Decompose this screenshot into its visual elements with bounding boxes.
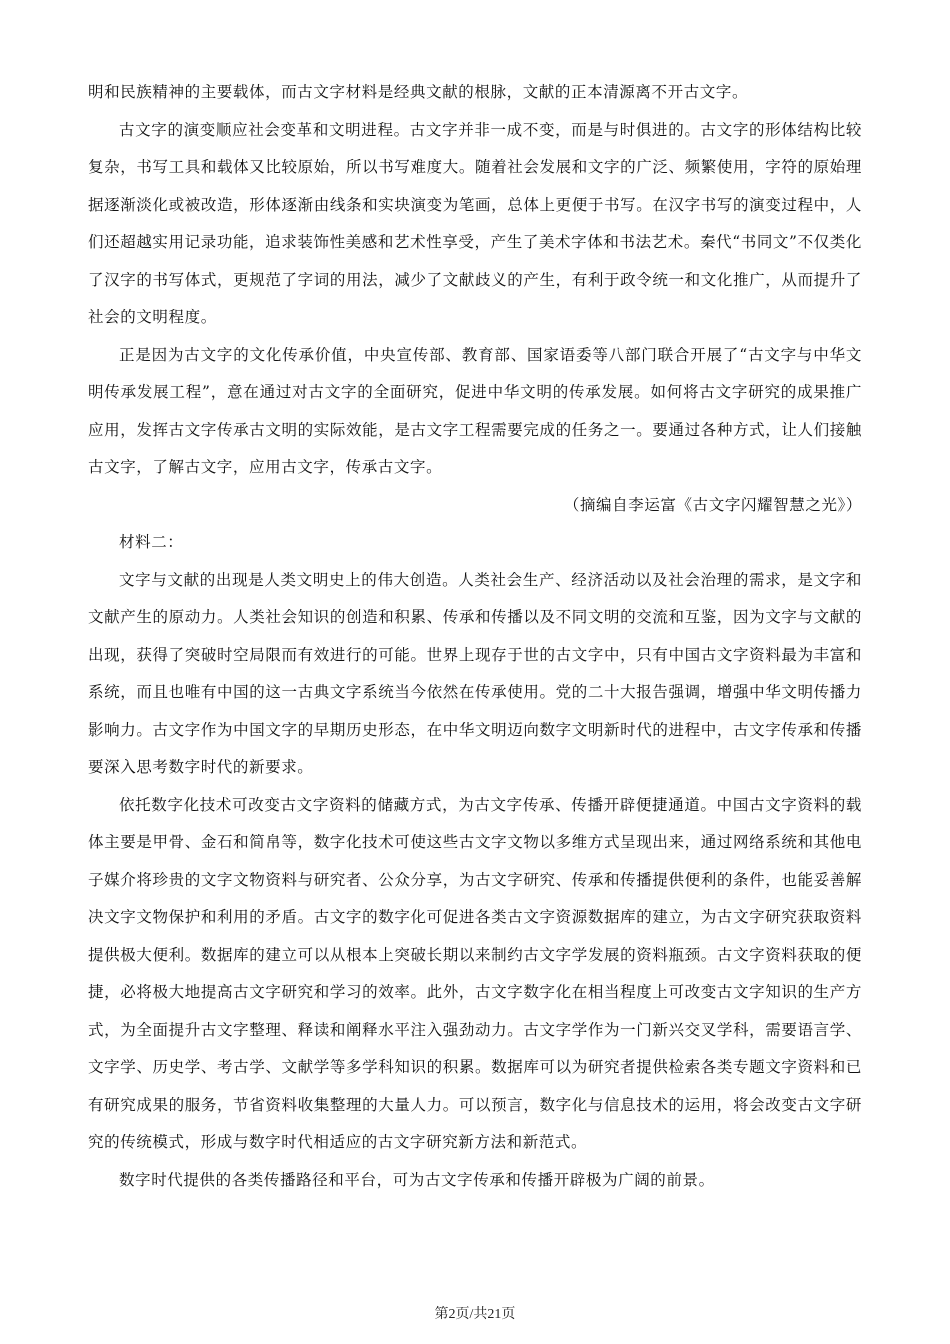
paragraph-evolution: 古文字的演变顺应社会变革和文明进程。古文字并非一成不变，而是与时俱进的。古文字的形体结构比较复杂，书写工具和载体又比较原始，所以书写难度大。随着社会发展和文字的广泛、频繁使用，字符的原始理据逐渐淡化或被改造，形体逐渐由线条和实块演变为笔画，总体上更便于书写。在汉字书写的演变过程中，人们还超越实用记录功能，追求装饰性美感和艺术性享受，产生了美术字体和书法艺术。秦代“书同文”不仅类化了汉字的书写体式，更规范了字词的用法，减少了文献歧义的产生，有利于政令统一和文化推广，从而提升了社会的文明程度。 — [88, 120, 862, 326]
paragraph-digitization: 依托数字化技术可改变古文字资料的储藏方式，为古文字传承、传播开辟便捷通道。中国古文字资料的载体主要是甲骨、金石和简帛等，数字化技术可使这些古文字文物以多维方式呈现出来，通过网络系统和其他电子媒介将珍贵的文字文物资料与研究者、公众分享，为古文字研究、传承和传播提供便利的条件，也能妥善解决文字文物保护和利用的矛盾。古文字的数字化可促进各类古文字资源数据库的建立，为古文字研究获取资料提供极大便利。数据库的建立可以从根本上突破长期以来制约古文字学发展的资料瓶颈。古文字资料获取的便捷，必将极大地提高古文字研究和学习的效率。此外，古文字数字化在相当程度上可改变古文字知识的生产方式，为全面提升古文字整理、释读和阐释水平注入强劲动力。古文字学作为一门新兴交叉学科，需要语言学、文字学、历史学、考古学、文献学等多学科知识的积累。数据库可以为研究者提供检索各类专题文字资料和已有研究成果的服务，节省资料收集整理的大量人力。可以预言，数字化与信息技术的运用，将会改变古文字研究的传统模式，形成与数字时代相适应的古文字研究新方法和新范式。 — [88, 795, 862, 1151]
paragraph-continued: 明和民族精神的主要载体，而古文字材料是经典文献的根脉，文献的正本清源离不开古文字。 — [88, 83, 749, 101]
source-citation: （摘编自李运富《古文字闪耀智慧之光》） — [563, 495, 862, 514]
paragraph-civilization: 文字与文献的出现是人类文明史上的伟大创造。人类社会生产、经济活动以及社会治理的需求，是文字和文献产生的原动力。人类社会知识的创造和积累、传承和传播以及不同文明的交流和互鉴，因为文字与文献的出现，获得了突破时空局限而有效进行的可能。世界上现存于世的古文字中，只有中国古文字资料最为丰富和系统，而且也唯有中国的这一古典文字系统当今依然在传承使用。党的二十大报告强调，增强中华文明传播力影响力。古文字作为中国文字的早期历史形态，在中华文明迈向数字文明新时代的进程中，古文字传承和传播要深入思考数字时代的新要求。 — [88, 570, 862, 776]
material-two-heading: 材料二： — [119, 533, 184, 551]
page-number-footer: 第2页/共21页 — [434, 1307, 516, 1322]
paragraph-prospect: 数字时代提供的各类传播路径和平台，可为古文字传承和传播开辟极为广阔的前景。 — [119, 1170, 715, 1189]
document-body — [88, 74, 862, 1199]
paragraph-project: 正是因为古文字的文化传承价值，中央宣传部、教育部、国家语委等八部门联合开展了“古文字与中华文明传承发展工程”，意在通过对古文字的全面研究，促进中华文明的传承发展。如何将古文字研究的成果推广应用，发挥古文字传承古文明的实际效能，是古文字工程需要完成的任务之一。要通过各种方式，让人们接触古文字，了解古文字，应用古文字，传承古文字。 — [88, 345, 862, 476]
